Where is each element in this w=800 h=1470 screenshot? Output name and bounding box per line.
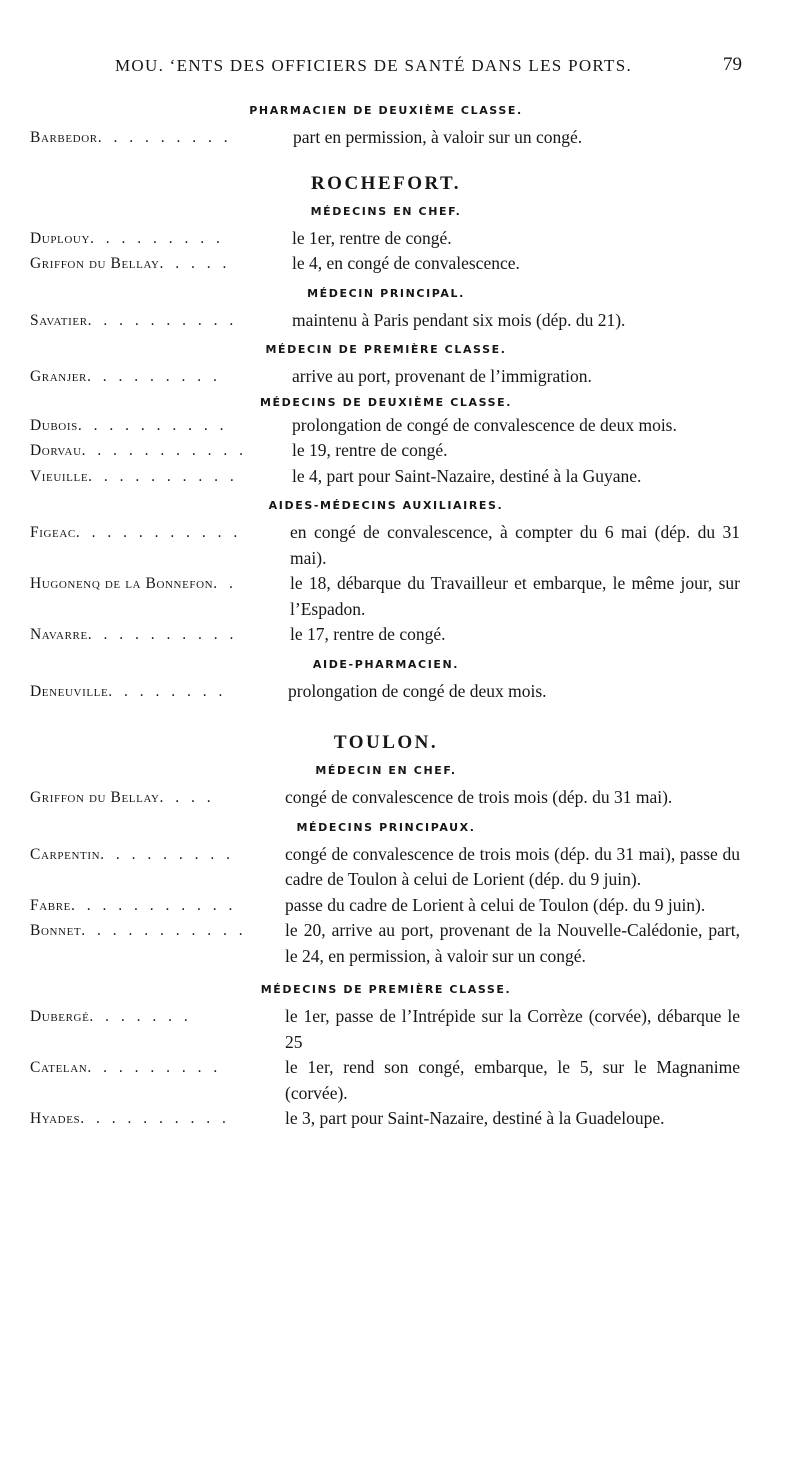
list-item [30,842,742,893]
leader-dots: . . . . [159,789,215,806]
entry-text: maintenu à Paris pendant six mois (dép. du 21). [292,309,626,330]
officer-name: Fabre [30,896,71,914]
rank-heading: MÉDECINS DE DEUXIÈME CLASSE. [259,395,513,409]
list-item [30,251,742,277]
list-item [30,1055,742,1106]
officer-name: Vieuille [30,467,89,485]
list-item [30,413,742,439]
entry-text: arrive au port, provenant de l’immigration. [292,366,592,386]
entry-text: le 1er, rentre de congé. [292,227,452,248]
list-item [30,125,742,151]
officer-name: Savatier [30,311,88,329]
rank-heading: MÉDECIN PRINCIPAL. [307,286,465,300]
entry-text: en congé de convalescence, à compter du 6 mai (dép. du 31 mai). [290,522,740,568]
page-body [30,98,742,1132]
list-item [30,1004,742,1055]
entry-text: part en permission, à valoir sur un congé. [293,127,583,147]
officer-name: Dubois [30,416,78,434]
officer-name: Griffon du Bellay [30,789,160,806]
entry-text: le 4, en congé de convalescence. [292,253,520,273]
officer-name: Dorvau [30,442,82,459]
entry-text: le 17, rentre de congé. [290,624,446,644]
page-number: 79 [723,54,742,75]
leader-dots: . . . . . . . . [108,682,227,700]
entry-text: le 3, part pour Saint-Nazaire, destiné à la Guadeloupe. [285,1108,665,1128]
entry-text: passe du cadre de Lorient à celui de Toulon (dép. du 9 juin). [285,894,706,915]
leader-dots: . . . . . . . . . [97,129,232,146]
rank-heading: MÉDECINS PRINCIPAUX. [296,820,476,834]
leader-dots: . . . . . . . . . [86,368,221,385]
leader-dots: . . . . . . . . . . . [70,896,237,914]
list-item [30,520,742,571]
officer-name: Navarre [30,626,88,643]
leader-dots: . . . . . . . . . [100,845,235,863]
list-item [30,308,742,334]
officer-name: Hyades [30,1110,81,1127]
leader-dots: . . [213,575,237,592]
officer-name: Barbedor [30,129,98,146]
list-item [30,571,742,622]
entry-text: le 4, part pour Saint-Nazaire, destiné à la Guyane. [292,465,642,486]
leader-dots: . . . . . . . . . . [88,467,238,485]
entry-text: le 19, rentre de congé. [292,440,448,460]
list-item [30,918,742,969]
officer-name: Hugonenq de la Bonnefon [30,575,214,592]
list-item [30,785,742,811]
officer-name: Granjer [30,368,87,385]
leader-dots: . . . . . . . . . . [80,1110,230,1127]
officer-name: Figeac [30,524,76,541]
officer-name: Griffon du Bellay [30,255,160,272]
leader-dots: . . . . . . . . . [87,1059,222,1076]
leader-dots: . . . . . . . . . . [87,311,238,329]
entry-text: congé de convalescence de trois mois (dép. du 31 mai), passe du cadre de Toulon à celui de Lorient (dép. du 9 juin). [285,843,740,889]
running-title: MOU. ‘ENTS DES OFFICIERS DE SANTÉ DANS LES PORTS. [115,56,633,75]
port-heading: TOULON. [333,732,439,753]
leader-dots: . . . . . [159,255,231,272]
rank-heading: MÉDECIN EN CHEF. [315,764,457,777]
leader-dots: . . . . . . . . . . . [75,524,242,541]
rank-heading: PHARMACIEN DE DEUXIÈME CLASSE. [249,104,523,117]
leader-dots: . . . . . . . . . . [87,626,238,643]
rank-heading: MÉDECIN DE PREMIÈRE CLASSE. [265,343,507,356]
officer-name: Carpentin [30,845,101,863]
entry-text: le 1er, rend son congé, embarque, le 5, sur le Magnanime (corvée). [285,1057,740,1103]
officer-name: Dubergé [30,1008,90,1025]
officer-name: Deneuville [30,682,109,700]
leader-dots: . . . . . . . [89,1008,192,1025]
leader-dots: . . . . . . . . . . . [81,922,247,939]
officer-name: Bonnet [30,922,82,939]
list-item [30,364,742,390]
rank-heading: AIDE-PHARMACIEN. [312,657,460,671]
port-heading: ROCHEFORT. [310,172,462,194]
rank-heading: MÉDECINS DE PREMIÈRE CLASSE. [260,983,512,996]
leader-dots: . . . . . . . . . . [77,416,228,434]
page-header [115,56,750,86]
rank-heading: AIDES-MÉDECINS AUXILIAIRES. [268,499,504,512]
officer-name: Catelan [30,1059,88,1076]
leader-dots: . . . . . . . . . . . [81,442,247,459]
list-item [30,679,742,705]
list-item [30,226,742,252]
rank-heading: MÉDECINS EN CHEF. [310,204,462,218]
entry-text: le 20, arrive au port, provenant de la Nouvelle-Calédonie, part, le 24, en permission, à valoir sur un congé. [285,920,740,966]
list-item [30,1106,742,1132]
entry-text: le 1er, passe de l’Intrépide sur la Corrèze (corvée), débarque le 25 [285,1006,740,1052]
list-item [30,464,742,490]
officer-name: Duplouy [30,229,91,247]
list-item [30,622,742,648]
entry-text: prolongation de congé de deux mois. [288,680,547,701]
entry-text: prolongation de congé de convalescence de deux mois. [292,414,677,435]
leader-dots: . . . . . . . . . [90,229,224,247]
list-item [30,438,742,464]
entry-text: le 18, débarque du Travailleur et embarque, le même jour, sur l’Espadon. [290,573,740,619]
list-item [30,893,742,919]
entry-text: congé de convalescence de trois mois (dép. du 31 mai). [285,787,673,807]
